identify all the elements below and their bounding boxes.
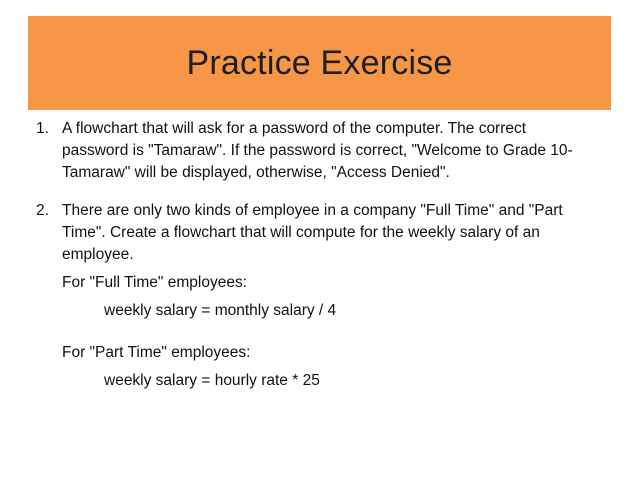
part-time-label: For "Part Time" employees: — [62, 344, 251, 361]
item-body — [62, 200, 596, 392]
exercise-item-2 — [36, 200, 596, 392]
part-time-formula: weekly salary = hourly rate * 25 — [104, 372, 320, 389]
exercise-item-1 — [36, 118, 596, 184]
item-number: 1. — [36, 120, 49, 137]
exercise-list — [36, 118, 596, 392]
item-text: There are only two kinds of employee in a company "Full Time" and "Part Time". Create a flowchart that will compute for the weekly salary of an employee. — [62, 202, 563, 263]
spacer — [62, 322, 596, 342]
item-number: 2. — [36, 202, 49, 219]
full-time-label: For "Full Time" employees: — [62, 274, 248, 291]
full-time-formula: weekly salary = monthly salary / 4 — [104, 302, 337, 319]
item-text: A flowchart that will ask for a password of the computer. The correct password is "Tamaraw". If the password is correct, "Welcome to Grade 10-Tamaraw" will be displayed, otherwise, "Access Denied". — [62, 120, 573, 181]
title-banner — [28, 16, 611, 110]
slide-title: Practice Exercise — [186, 43, 453, 82]
